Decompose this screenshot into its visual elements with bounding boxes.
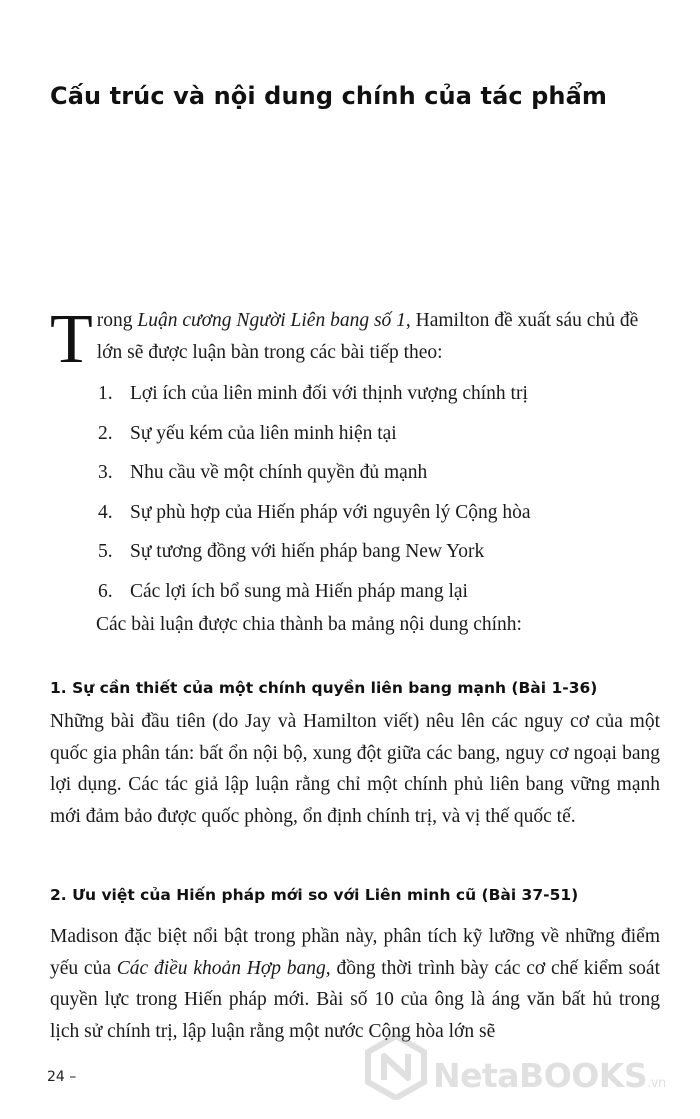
list-item-number: 1. [98, 383, 113, 404]
intro-text-end: , Hamilton đề xuất sáu chủ đề lớn sẽ được luận bàn trong các bài tiếp theo: [96, 310, 639, 363]
list-item-text: Sự yếu kém của liên minh hiện tại [130, 422, 397, 444]
section-2-work-title: Các điều khoản Hợp bang [116, 957, 326, 979]
intro-paragraph [50, 301, 660, 378]
chapter-title: Cấu trúc và nội dung chính của tác phẩm [50, 82, 608, 110]
list-item [98, 574, 531, 614]
watermark-suffix: .vn [647, 1076, 666, 1091]
topic-list [98, 376, 531, 613]
list-item-text: Sự phù hợp của Hiến pháp với nguyên lý Cộng hòa [130, 501, 531, 523]
list-item [98, 495, 531, 535]
list-item [98, 416, 531, 456]
list-item-number: 2. [98, 422, 113, 444]
list-item-number: 6. [98, 580, 113, 602]
page-number: 24 – [47, 1069, 77, 1085]
list-item-text: Các lợi ích bổ sung mà Hiến pháp mang lại [130, 580, 468, 602]
watermark-text [433, 1056, 666, 1095]
list-item-number: 3. [98, 462, 113, 483]
section-2-body-start: Madison đặc biệt nổi bật trong phần này, phân tích kỹ lưỡng về những điểm yếu của [50, 926, 660, 979]
section-2-heading: 2. Ưu việt của Hiến pháp mới so với Liên minh cũ (Bài 37-51) [50, 886, 579, 904]
section-2-body-end: , đồng thời trình bày các cơ chế kiểm soát quyền lực trong Hiến pháp mới. Bài số 10 của ông là áng văn bất hủ trong lịch sử chính trị, lập luận rằng một nước Cộng hòa lớn sẽ [50, 957, 660, 1042]
drop-cap: T [50, 301, 93, 378]
transition-sentence: Các bài luận được chia thành ba mảng nội dung chính: [96, 614, 522, 635]
intro-text-start: rong [96, 310, 138, 331]
neta-logo-icon [365, 1034, 427, 1100]
section-1-body: Những bài đầu tiên (do Jay và Hamilton viết) nêu lên các nguy cơ của một quốc gia phân tán: bất ổn nội bộ, xung đột giữa các bang, nguy cơ ngoại bang lợi dụng. Các tác giả lập luận rằng chỉ một chính phủ liên bang vững mạnh mới đảm bảo được quốc phòng, ổn định chính trị, và vị thế quốc tế. [50, 711, 660, 827]
list-item-text: Sự tương đồng với hiến pháp bang New York [130, 541, 485, 562]
list-item-text: Lợi ích của liên minh đối với thịnh vượng chính trị [130, 383, 528, 404]
list-item [98, 376, 531, 416]
list-item [98, 455, 531, 495]
list-item-number: 5. [98, 541, 113, 562]
watermark [365, 1028, 695, 1108]
section-1-heading: 1. Sự cần thiết của một chính quyền liên bang mạnh (Bài 1-36) [50, 679, 598, 697]
list-item [98, 534, 531, 574]
list-item-number: 4. [98, 501, 113, 523]
watermark-brand: NetaBOOKS [433, 1056, 648, 1095]
list-item-text: Nhu cầu về một chính quyền đủ mạnh [130, 462, 428, 483]
intro-work-title: Luận cương Người Liên bang số 1 [137, 310, 406, 331]
